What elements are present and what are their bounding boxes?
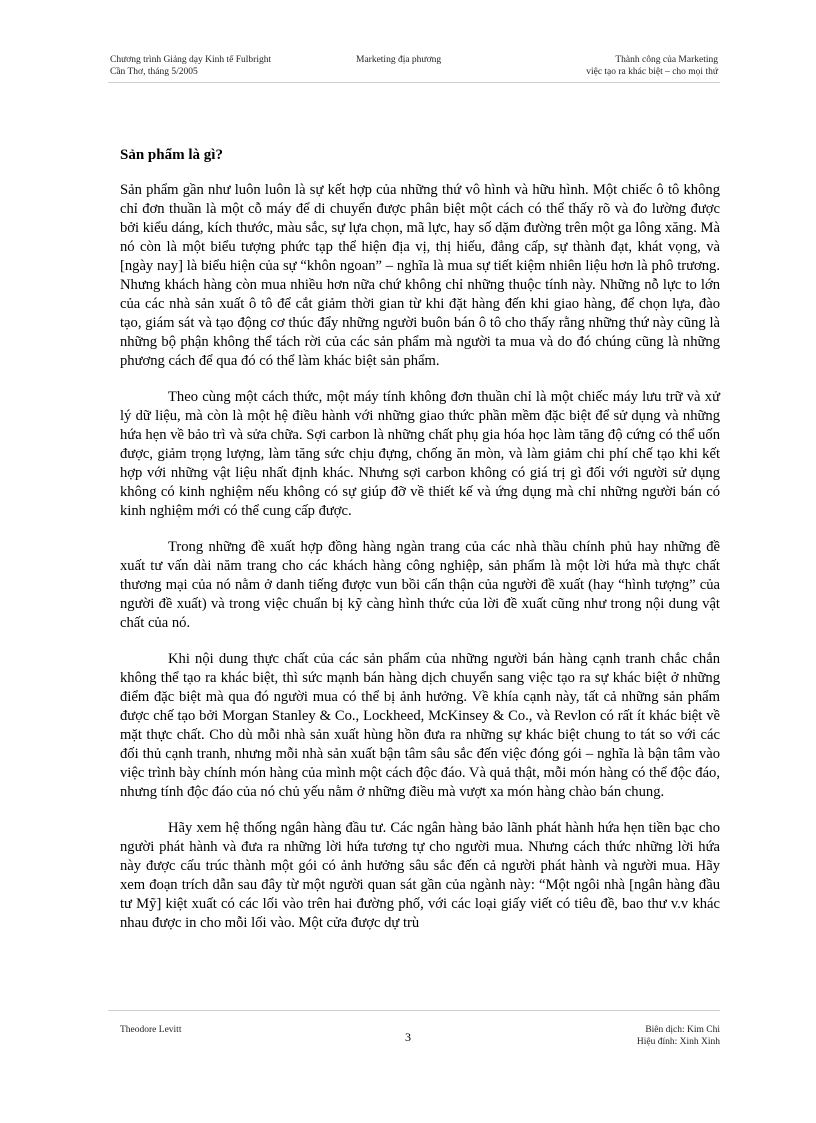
page-body: [120, 145, 720, 950]
header-right: [586, 54, 718, 78]
paragraph-2: Theo cùng một cách thức, một máy tính không đơn thuần chỉ là một chiếc máy lưu trữ và xử lý dữ liệu, mà còn là một hệ điều hành với những giao thức phần mềm đặc biệt để sử dụng và những hứa hẹn về bảo trì và sửa chữa. Sợi carbon là những chất phụ gia hóa học làm tăng độ cứng có thể uốn được, giảm trọng lượng, làm tăng sức chịu đựng, chống ăn mòn, và làm giảm chi phí chế tạo khi kết hợp với những vật liệu nhất định khác. Nhưng sợi carbon không có giá trị gì đối với người sử dụng không có kinh nghiệm nếu không có sự giúp đỡ về thiết kế và ứng dụng mà chỉ những người bán có kinh nghiệm mới có thể cung cấp được.: [120, 389, 720, 519]
header-center: [356, 54, 441, 66]
paragraph-3: Trong những đề xuất hợp đồng hàng ngàn trang của các nhà thầu chính phủ hay những đề xuất tư vấn dài năm trang cho các khách hàng công nghiệp, sản phẩm là một lời hứa mà thực chất thương mại của nó nằm ở danh tiếng được vun bồi cẩn thận của người đề xuất (hay “hình tượng” của người đề xuất) và trong việc chuẩn bị kỹ càng hình thức của lời đề xuất cũng như trong nội dung vật chất của nó.: [120, 539, 720, 631]
footer-divider: [108, 1010, 720, 1011]
footer-credits: [637, 1024, 720, 1048]
footer-editor: Hiệu đính: Xinh Xinh: [636, 1037, 720, 1047]
header-place-date: Cần Thơ, tháng 5/2005: [110, 67, 198, 77]
header-chapter-subtitle: việc tạo ra khác biệt – cho mọi thứ: [586, 67, 718, 77]
page-number: 3: [405, 1030, 411, 1044]
paragraph-5: Hãy xem hệ thống ngân hàng đầu tư. Các ngân hàng bảo lãnh phát hành hứa hẹn tiền bạc cho người phát hành và đưa ra những lời hứa tương tự cho người mua. Nhưng cách thức những lời hứa này được cấu trúc thành một gói có ảnh hưởng sâu sắc đến cả người phát hành và người mua. Hãy xem đoạn trích dẫn sau đây từ một người quan sát gần của ngành này: “Một ngôi nhà [ngân hàng đầu tư Mỹ] kiệt xuất có các lối vào trên hai đường phố, với các loại giấy viết có tiêu đề, bao thư v.v khác nhau được in cho mỗi lối vào. Một cửa được dự trù: [120, 820, 720, 931]
section-title: Sản phẩm là gì?: [120, 147, 223, 163]
footer-author-name: Theodore Levitt: [120, 1025, 182, 1035]
paragraph-1: Sản phẩm gần như luôn luôn là sự kết hợp của những thứ vô hình và hữu hình. Một chiếc ô tô không chỉ đơn thuần là một cỗ máy để di chuyển được phân biệt một cách có thể thấy rõ và đo lường được bởi kiểu dáng, kích thước, màu sắc, sự lựa chọn, mã lực, hay số dặm đường trên một ga lông xăng. Mà nó còn là một biểu tượng phức tạp thể hiện địa vị, thị hiếu, đẳng cấp, sự thành đạt, khát vọng, và [ngày nay] là biểu hiện của sự “khôn ngoan” – nghĩa là mua sự tiết kiệm nhiên liệu hơn là phô trương. Nhưng khách hàng còn mua nhiều hơn nữa chứ không chỉ những thuộc tính này. Những nỗ lực to lớn của các nhà sản xuất ô tô để cắt giảm thời gian từ khi đặt hàng đến khi giao hàng, để chọn lựa, đào tạo, giám sát và tạo động cơ thúc đẩy những người buôn bán ô tô cho thấy rằng những thứ này cũng là những bộ phận không thể tách rời của các sản phẩm mà người ta mua và do đó chúng cũng là những phương cách để qua đó có thể làm khác biệt sản phẩm.: [120, 182, 720, 369]
header-chapter-title: Thành công của Marketing: [615, 55, 718, 65]
header-left: [110, 54, 271, 78]
paragraph-4: Khi nội dung thực chất của các sản phẩm của những người bán hàng cạnh tranh chắc chắn không thể tạo ra khác biệt, thì sức mạnh bán hàng dịch chuyển sang việc tạo ra sự khác biệt ở những điểm đặc biệt mà qua đó người mua có thể bị ảnh hưởng. Về khía cạnh này, tất cả những sản phẩm được chế tạo bởi Morgan Stanley & Co., Lockheed, McKinsey & Co., và Revlon có rất ít khác biệt về mặt thực chất. Cho dù mỗi nhà sản xuất hùng hồn đưa ra những sự khác biệt chung to tát so với các đối thủ cạnh tranh, nhưng mỗi nhà sản xuất bận tâm sâu sắc đến việc đóng gói – nghĩa là bận tâm vào việc trình bày chính món hàng của mình một cách độc đáo. Và quả thật, mỗi món hàng có thể độc đáo, nhưng tính độc đáo của nó chủ yếu nằm ở những điều mà vượt xa món hàng chào bán chung.: [120, 651, 720, 800]
header-program: Chương trình Giảng dạy Kinh tế Fulbright: [110, 55, 272, 65]
header-course: Marketing địa phương: [356, 55, 442, 65]
footer-translator: Biên dịch: Kim Chi: [645, 1025, 720, 1035]
header-divider: [108, 82, 720, 83]
